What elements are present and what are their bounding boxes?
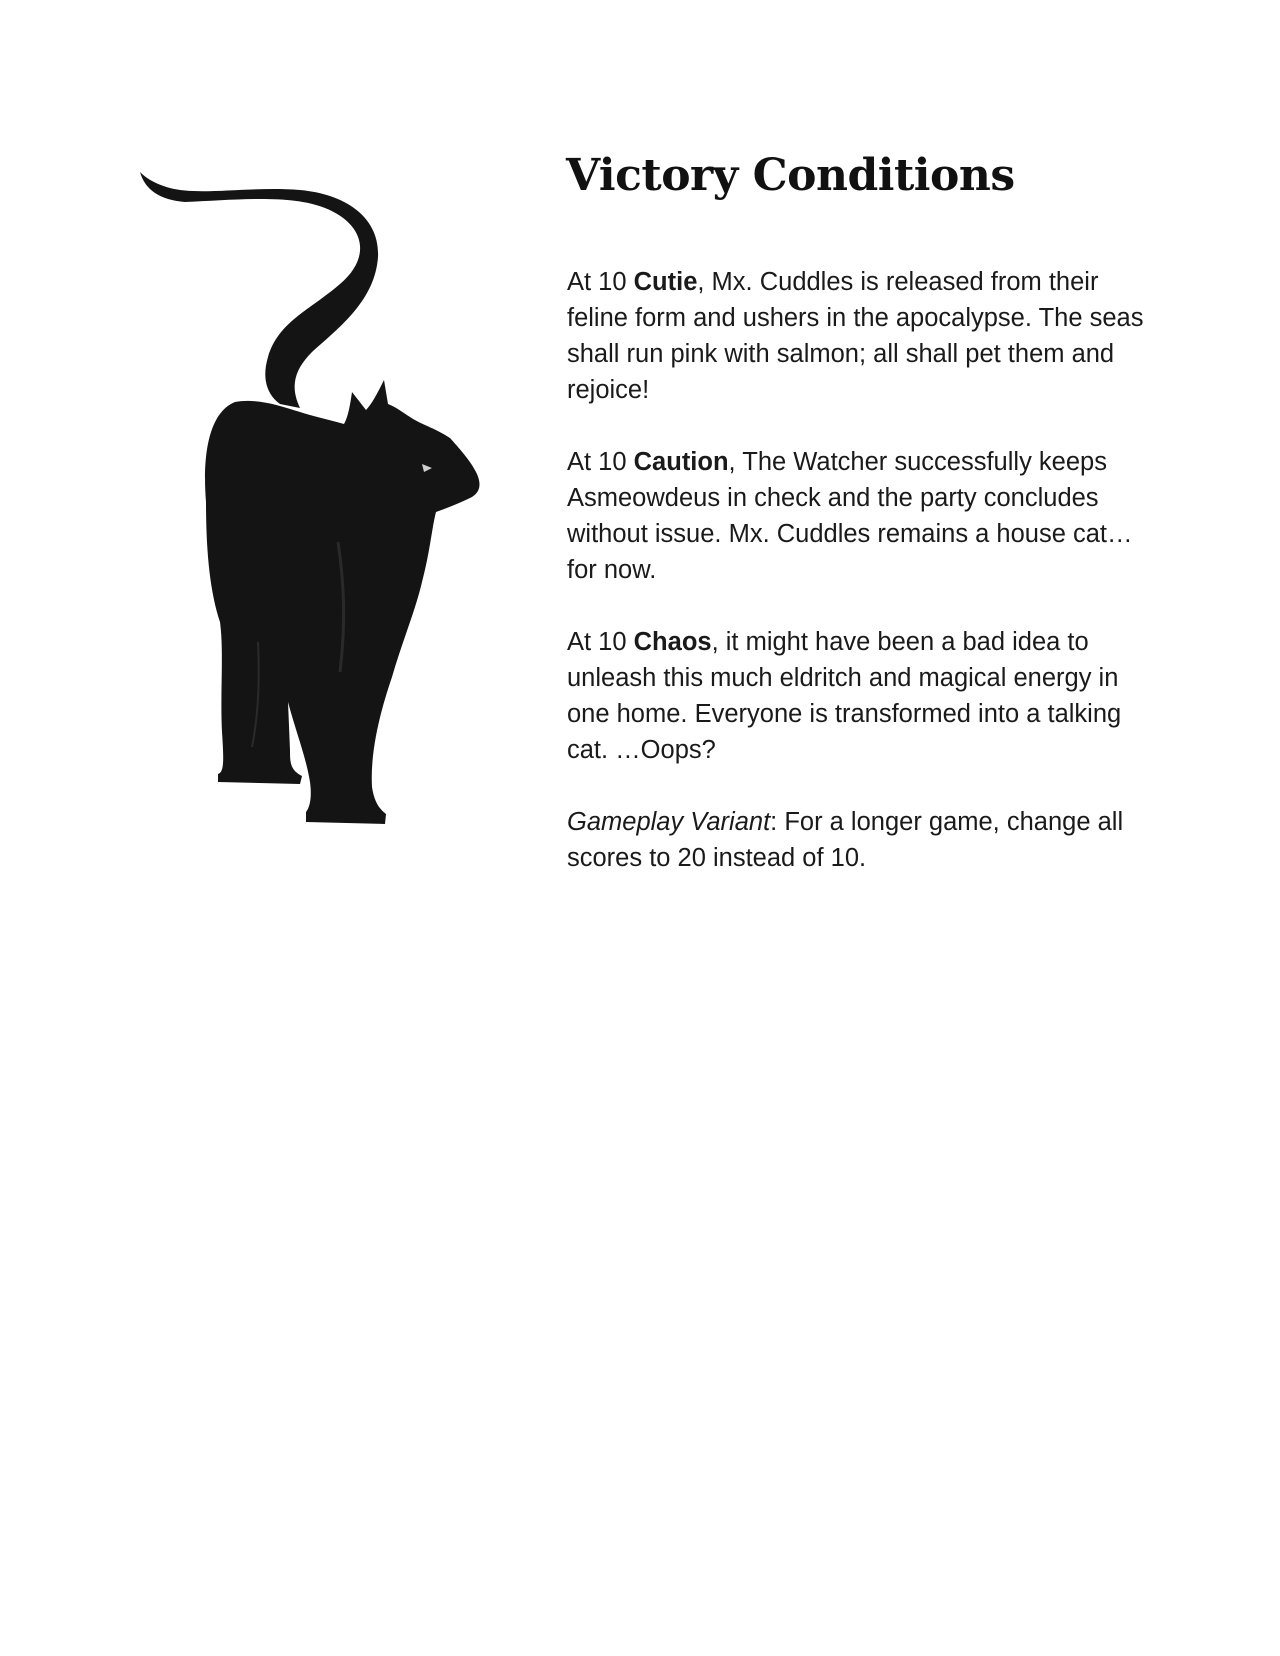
- black-cat-silhouette-icon: [140, 172, 510, 872]
- condition-keyword-chaos: Chaos: [633, 628, 712, 656]
- condition-prefix: At 10: [567, 628, 634, 656]
- condition-chaos: [567, 624, 1147, 768]
- condition-body: , The Watcher successfully keeps Asmeowdeus in check and the party concludes without issue. Mx. Cuddles remains a house cat…for now.: [567, 448, 1133, 584]
- condition-body: , it might have been a bad idea to unleash this much eldritch and magical energy in one home. Everyone is transformed into a talking cat. …Oops?: [567, 628, 1122, 764]
- condition-caution: [567, 444, 1147, 588]
- variant-body: : For a longer game, change all scores to 20 instead of 10.: [567, 808, 1124, 872]
- variant-label: Gameplay Variant: [567, 808, 771, 836]
- condition-prefix: At 10: [567, 268, 634, 296]
- condition-prefix: At 10: [567, 448, 634, 476]
- cat-silhouette-svg: [140, 172, 510, 872]
- condition-keyword-caution: Caution: [633, 448, 729, 476]
- condition-body: , Mx. Cuddles is released from their feline form and ushers in the apocalypse. The seas shall run pink with salmon; all shall pet them and rejoice!: [567, 268, 1144, 404]
- gameplay-variant: [567, 804, 1147, 876]
- condition-cutie: [567, 264, 1147, 408]
- victory-conditions-text: [567, 264, 1147, 912]
- page-title: Victory Conditions: [566, 150, 1015, 201]
- condition-keyword-cutie: Cutie: [633, 268, 698, 296]
